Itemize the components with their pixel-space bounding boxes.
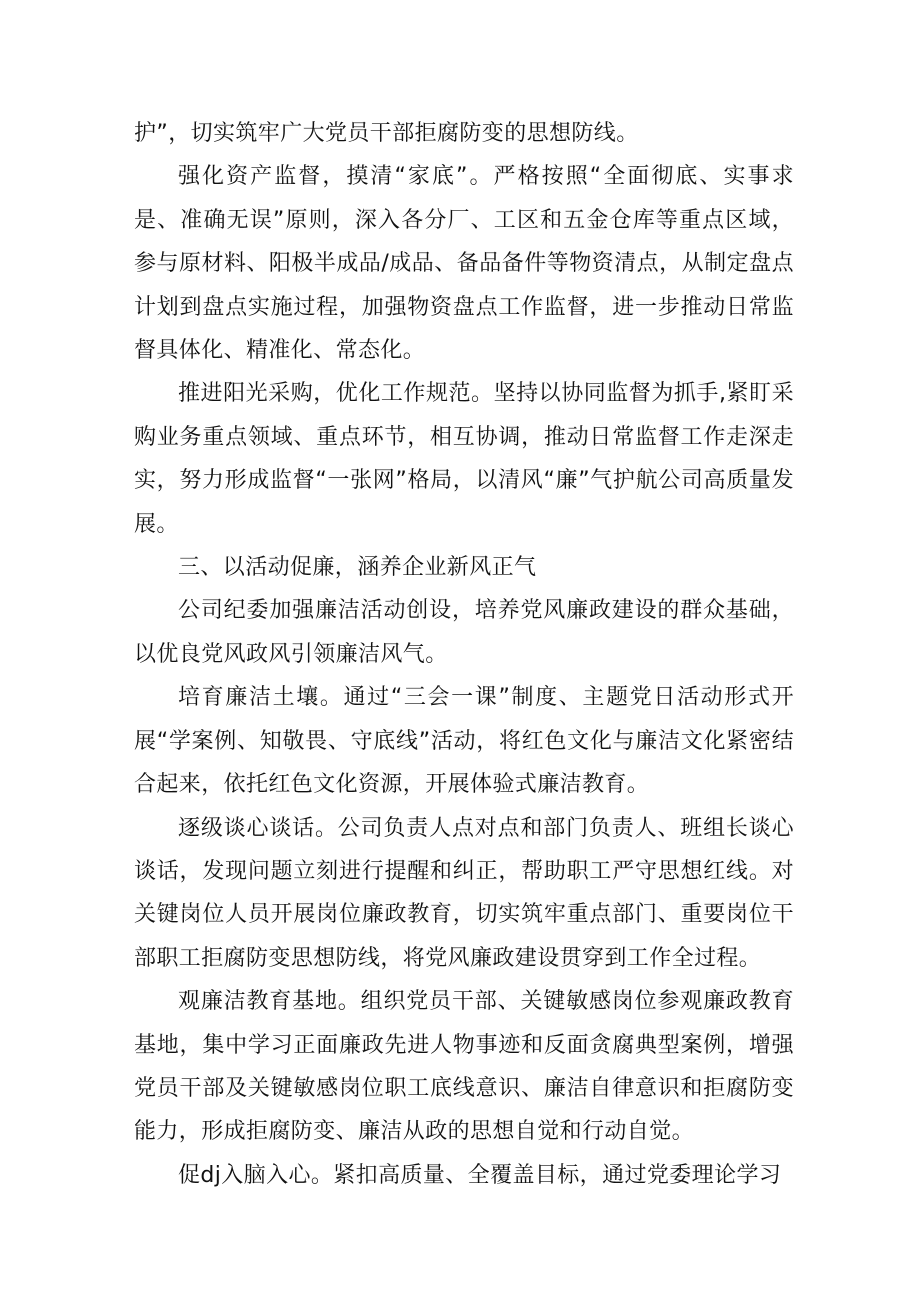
document-body xyxy=(134,112,794,1197)
paragraph-cultivate-integrity: 培育廉洁土壤。通过“三会一课”制度、主题党日活动形式开展“学案例、知敬畏、守底线”活动，将红色文化与廉洁文化紧密结合起来，依托红色文化资源，开展体验式廉洁教育。 xyxy=(134,685,794,798)
paragraph-sunshine-procurement: 推进阳光采购，优化工作规范。坚持以协同监督为抓手,紧盯采购业务重点领域、重点环节，相互协调，推动日常监督工作走深走实，努力形成监督“一张网”格局，以清风“廉”气护航公司高质量发展。 xyxy=(134,381,794,537)
paragraph-heart-to-heart-talks: 逐级谈心谈话。公司负责人点对点和部门负责人、班组长谈心谈话，发现问题立刻进行提醒和纠正，帮助职工严守思想红线。对关键岗位人员开展岗位廉政教育，切实筑牢重点部门、重要岗位干部职工拒腐防变思想防线，将党风廉政建设贯穿到工作全过程。 xyxy=(134,815,794,971)
paragraph-continuation: 护”，切实筑牢广大党员干部拒腐防变的思想防线。 xyxy=(134,121,639,146)
paragraph-asset-supervision: 强化资产监督，摸清“家底”。严格按照“全面彻底、实事求是、准确无误”原则，深入各分厂、工区和五金仓库等重点区域，参与原材料、阳极半成品/成品、备品备件等物资清点，从制定盘点计划到盘点实施过程，加强物资盘点工作监督，进一步推动日常监督具体化、精准化、常态化。 xyxy=(134,164,794,364)
section-heading: 三、以活动促廉，涵养企业新风正气 xyxy=(178,555,537,581)
paragraph-final-fragment: 促dj入脑入心。紧扣高质量、全覆盖目标，通过党委理论学习 xyxy=(178,1162,782,1188)
paragraph-section-intro: 公司纪委加强廉洁活动创设，培养党风廉政建设的群众基础，以优良党风政风引领廉洁风气。 xyxy=(134,598,794,667)
paragraph-education-base: 观廉洁教育基地。组织党员干部、关键敏感岗位参观廉政教育基地，集中学习正面廉政先进人物事迹和反面贪腐典型案例，增强党员干部及关键敏感岗位职工底线意识、廉洁自律意识和拒腐防变能力，形成拒腐防变、廉洁从政的思想自觉和行动自觉。 xyxy=(134,989,794,1145)
